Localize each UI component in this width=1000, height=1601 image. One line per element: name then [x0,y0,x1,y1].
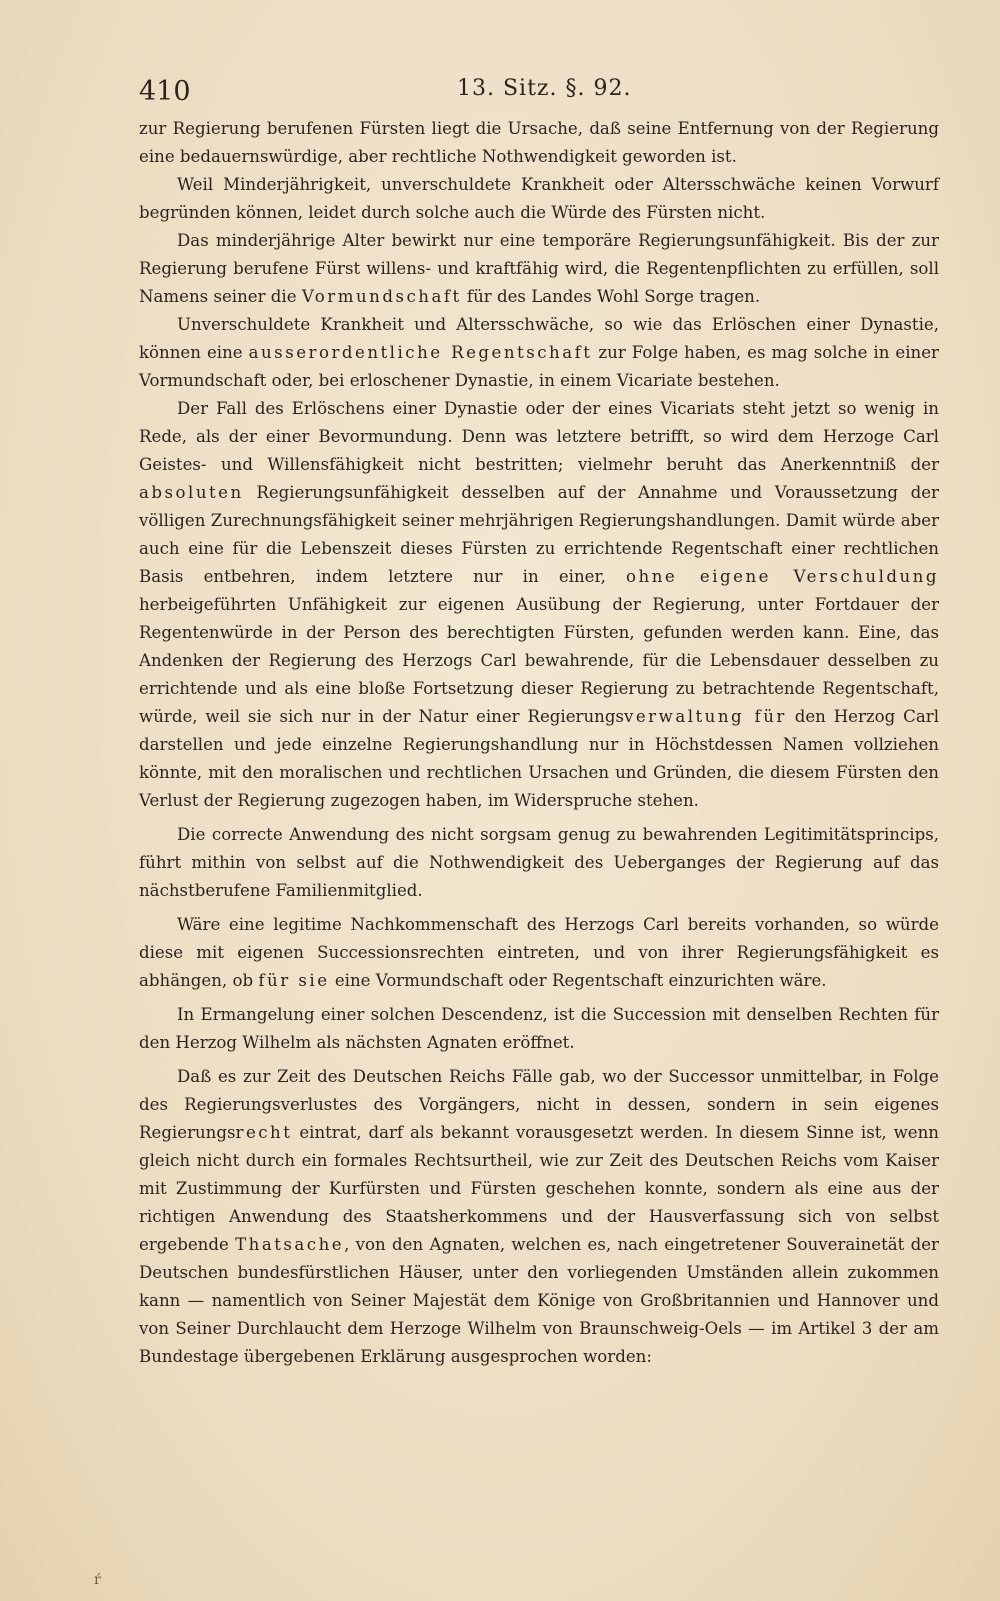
emphasis: absoluten [139,483,244,502]
stray-mark: ŕ [94,1572,101,1588]
emphasis: Vormundschaft [301,287,462,306]
emphasis: ausserordentliche Regentschaft [248,343,593,362]
paragraph: zur Regierung berufenen Fürsten liegt die Ursache, daß seine Entfernung von der Regierung eine bedauernswürdige, aber rechtliche Nothwendigkeit geworden ist. [139,119,939,166]
text-run: Wäre eine legitime Nachkommenschaft des Herzogs Carl bereits vorhanden, so würde diese mit eigenen Successionsrechten eintreten, und von ihrer Regierungsfähigkeit es abhängen, ob [139,915,939,990]
emphasis: ohne eigene Verschuldung [626,567,939,586]
text-run: , von den Agnaten, welchen es, nach eingetretener Souverainetät der Deutschen bundesfürstlichen Häuser, unter den vorliegenden Umständen allein zukommen kann — namentlich von Seiner Majestät dem Könige von Großbritannien und Hannover und von Seiner Durchlaucht dem Herzoge Wilhelm von Braunschweig-Oels — im Artikel 3 der am Bundestage übergebenen Erklärung ausgesprochen worden: [139,1235,939,1366]
text-run: Daß es zur Zeit des Deutschen Reichs Fälle gab, wo der Successor unmittelbar, in Folge des Regierungsverlustes des Vorgängers, nicht in dessen, sondern in sein eigenes Regierungs [139,1067,939,1142]
body-text [139,115,939,1371]
text-run: Regierungsunfähigkeit desselben auf der Annahme und Voraussetzung der völligen Zurechnungsfähigkeit seiner mehrjährigen Regierungshandlungen. Damit würde aber auch eine für die Lebenszeit dieses Fürsten zu errichtende Regentschaft einer rechtlichen Basis entbehren, indem letztere nur in einer, [139,483,939,586]
text-run: für des Landes Wohl Sorge tragen. [461,287,761,306]
text-run: eintrat, darf als bekannt vorausgesetzt werden. In diesem Sinne ist, wenn gleich nicht durch ein formales Rechtsurtheil, wie zur Zeit des Deutschen Reichs vom Kaiser mit Zustimmung der Kurfürsten und Fürsten geschehen konnte, sondern als eine aus der richtigen Anwendung des Staatsherkommens und der Hausverfassung sich von selbst ergebende [139,1123,939,1254]
text-run: zur Folge haben, es mag solche in einer Vormundschaft oder, bei erloschener Dynastie, in einem Vicariate bestehen. [139,343,939,390]
paragraph: Weil Minderjährigkeit, unverschuldete Krankheit oder Altersschwäche keinen Vorwurf begründen können, leidet durch solche auch die Würde des Fürsten nicht. [139,175,939,222]
paragraph: In Ermangelung einer solchen Descendenz, ist die Succession mit denselben Rechten für den Herzog Wilhelm als nächsten Agnaten eröffnet. [139,1005,939,1052]
emphasis: verwaltung für [623,707,787,726]
paragraph [139,395,939,815]
paragraph: Die correcte Anwendung des nicht sorgsam genug zu bewahrenden Legitimitätsprincips, führt mithin von selbst auf die Nothwendigkeit des Ueberganges der Regierung auf das nächstberufene Familienmitglied. [139,825,939,900]
text-run: Der Fall des Erlöschens einer Dynastie oder der eines Vicariats steht jetzt so wenig in Rede, als der einer Bevormundung. Denn was letztere betrifft, so wird dem Herzoge Carl Geistes- und Willensfähigkeit nicht bestritten; vielmehr beruht das Anerkenntniß der [139,399,939,474]
paragraph [139,1063,939,1371]
text-run: Unverschuldete Krankheit und Altersschwäche, so wie das Erlöschen einer Dynastie, können eine [139,315,939,362]
text-run: eine Vormundschaft oder Regentschaft einzurichten wäre. [329,971,827,990]
emphasis: Thatsache [235,1235,345,1254]
page-number: 410 [139,76,191,107]
paragraph [139,311,939,395]
text-run: den Herzog Carl darstellen und jede einzelne Regierungshandlung nur in Höchstdessen Namen vollziehen könnte, mit den moralischen und rechtlichen Ursachen und Gründen, die diesem Fürsten den Verlust der Regierung zugezogen haben, im Widerspruche stehen. [139,707,939,810]
page-header [139,76,939,112]
emphasis: für sie [258,971,330,990]
text-run: herbeigeführten Unfähigkeit zur eigenen Ausübung der Regierung, unter Fortdauer der Regentenwürde in der Person des berechtigten Fürsten, gefunden werden kann. Eine, das Andenken der Regierung des Herzogs Carl bewahrende, für die Lebensdauer desselben zu errichtende und als eine bloße Fortsetzung dieser Regierung zu betrachtende Regentschaft, würde, weil sie sich nur in der Natur einer Regierungs [139,595,939,726]
text-run: Das minderjährige Alter bewirkt nur eine temporäre Regierungsunfähigkeit. Bis der zur Regierung berufene Fürst willens- und kraftfähig wird, die Regentenpflichten zu erfüllen, soll Namens seiner die [139,231,939,306]
running-head: 13. Sitz. §. 92. [457,76,632,101]
paragraph [139,227,939,311]
paragraph [139,911,939,995]
emphasis: recht [235,1123,293,1142]
